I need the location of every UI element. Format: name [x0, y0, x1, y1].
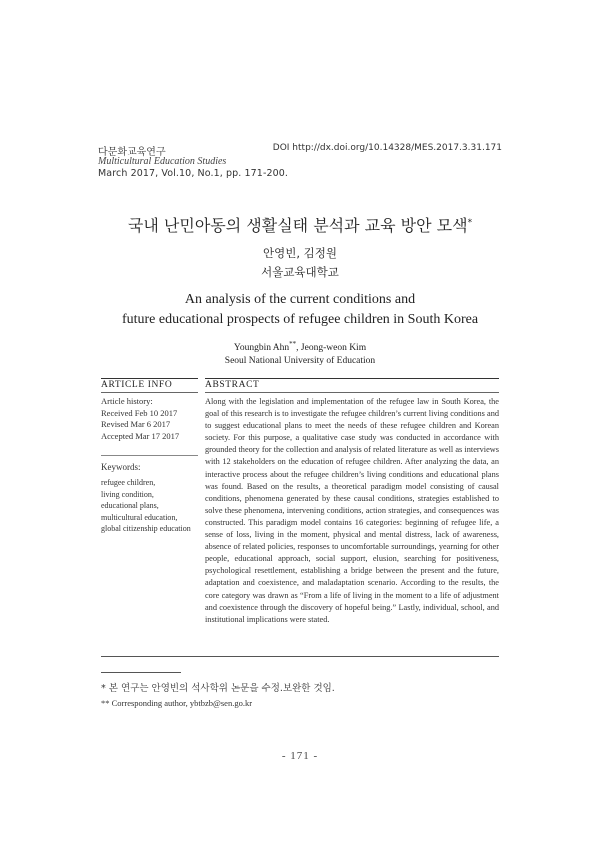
journal-issue-info: March 2017, Vol.10, No.1, pp. 171-200.	[98, 168, 289, 179]
history-received: Received Feb 10 2017	[101, 407, 178, 418]
history-accepted: Accepted Mar 17 2017	[101, 430, 180, 441]
keywords-list	[101, 477, 191, 535]
footnote-thesis: * 본 연구는 안영빈의 석사학위 논문을 수정.보완한 것임.	[101, 683, 335, 694]
paper-title-korean-text: 국내 난민아동의 생활실태 분석과 교육 방안 모색	[127, 216, 468, 235]
history-revised: Revised Mar 6 2017	[101, 419, 171, 429]
affiliation-english: Seoul National University of Education	[224, 356, 376, 366]
corresponding-author-mark: **	[289, 340, 297, 348]
abstract-heading: ABSTRACT	[205, 380, 260, 390]
article-info-heading: ARTICLE INFO	[101, 380, 173, 390]
article-info-top-rule	[101, 378, 198, 379]
keyword-item: multicultural education,	[101, 512, 178, 522]
paper-title-english	[0, 290, 600, 330]
authors-english	[0, 340, 600, 353]
title-footnote-mark: *	[467, 218, 473, 228]
journal-title-english: Multicultural Education Studies	[98, 156, 227, 167]
abstract-heading-rule	[205, 392, 499, 393]
keywords-heading: Keywords:	[101, 462, 141, 472]
keyword-item: refugee children,	[101, 478, 156, 487]
page-number: - 171 -	[281, 750, 319, 762]
authors-korean: 안영빈, 김정원	[263, 246, 337, 260]
author-ahn: Youngbin Ahn	[233, 343, 290, 354]
footnote-corresponding-author: ** Corresponding author, ybtbzb@sen.go.kr	[101, 698, 253, 708]
paper-title-english-line1: An analysis of the current conditions and	[184, 292, 416, 307]
doi-link[interactable]: DOI http://dx.doi.org/10.14328/MES.2017.3.31.171	[272, 143, 502, 153]
abstract-top-rule	[205, 378, 499, 379]
footnote-separator	[101, 672, 181, 673]
abstract-body: Along with the legislation and implementation of the refugee law in South Korea, the goal of this research is to investigate the refugee children’s current living conditions and to suggest educational plans to meet the needs of these refugee children and Korean society. For this purpose, a qualitative case study was conducted in accordance with grounded theory for the collection and analysis of related literature as well as interviews with 12 stakeholders on the education of refugee children. After analyzing the data, an interactive process about the refugee children’s living conditions and educational plans was found. Based on the results, a theoretical paradigm model consisting of causal conditions, phenomena generated by these causal conditions, strategies established to solve these phenomena, intervening conditions, action strategies, and consequences was constructed. This paradigm model contains 16 categories: beginning of refugee life, a sense of loss, living in the moment, physical and mental distress, lack of awareness, absence of related policies, responses to uncomfortable surroundings, yearning for other people, educational approach, social support, elusion, searching for positiveness, psychological resettlement, establishing a bridge between the present and the future, adaptation and coexistence, and maladaptation scenario. According to the results, the core category was drawn as “From a life of living in the moment to a life of adjustment and coexistence through the discovery of hopeful being.” Lastly, individual, school, and institutional implications were stated.	[205, 397, 499, 624]
keyword-item: global citizenship education	[101, 524, 191, 533]
author-kim: , Jeong-weon Kim	[296, 343, 367, 354]
keywords-divider	[101, 455, 198, 456]
paper-title-korean	[0, 213, 600, 236]
journal-title-korean: 다문화교육연구	[98, 147, 166, 158]
keyword-item: living condition,	[101, 489, 154, 499]
paper-title-english-line2: future educational prospects of refugee children in South Korea	[121, 312, 479, 327]
keyword-item: educational plans,	[101, 501, 159, 510]
abstract-bottom-rule	[101, 656, 499, 657]
history-label: Article history:	[101, 396, 153, 406]
article-history	[101, 396, 179, 442]
affiliation-korean: 서울교육대학교	[261, 265, 339, 279]
article-info-heading-rule	[101, 392, 198, 393]
